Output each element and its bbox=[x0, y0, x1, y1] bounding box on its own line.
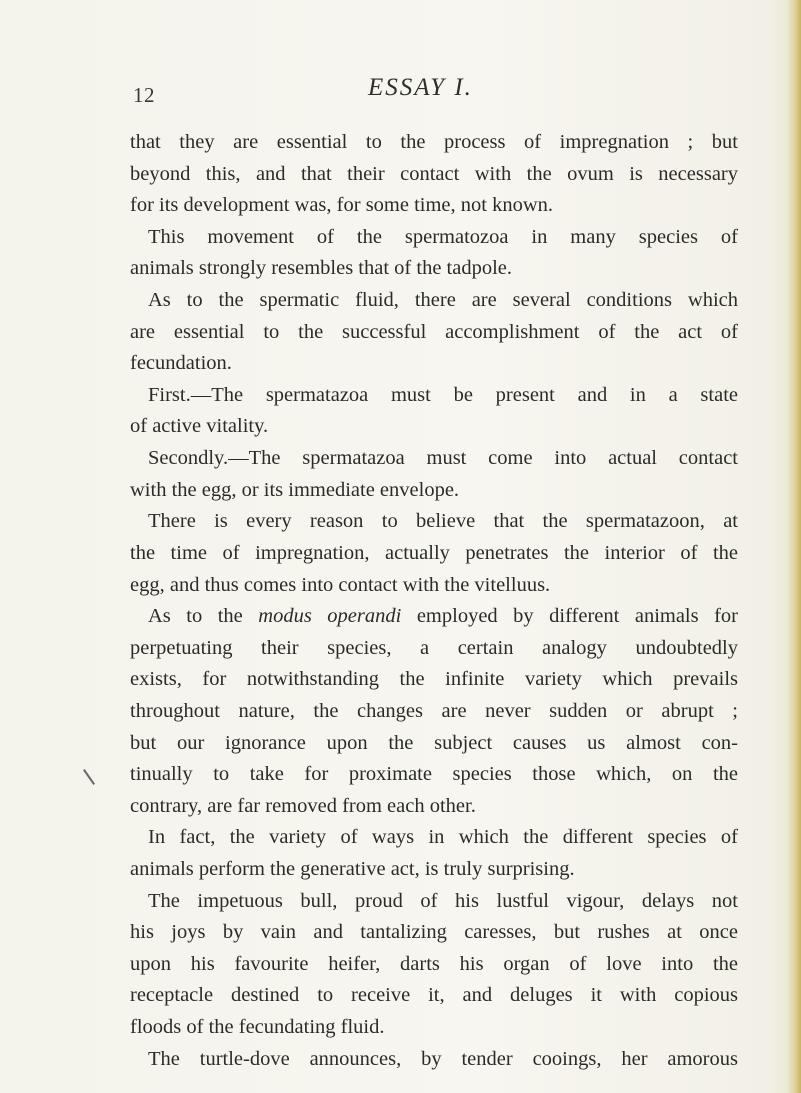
text-line: The turtle-dove announces, by tender cooings, her amorous bbox=[148, 1047, 738, 1070]
body-text bbox=[130, 127, 738, 1075]
text-line: of active vitality. bbox=[130, 415, 269, 438]
text-segment: employed by different animals for bbox=[401, 605, 739, 628]
text-line: his joys by vain and tantalizing caresses, but rushes at once bbox=[130, 921, 738, 944]
text-line: In fact, the variety of ways in which the different species of bbox=[148, 826, 738, 849]
text-line: There is every reason to believe that the spermatazoon, at bbox=[148, 510, 738, 533]
text-line: receptacle destined to receive it, and deluges it with copious bbox=[130, 984, 738, 1007]
text-line: are essential to the successful accomplishment of the act of bbox=[130, 320, 738, 343]
running-head: ESSAY I. bbox=[368, 74, 473, 101]
text-line: with the egg, or its immediate envelope. bbox=[130, 478, 460, 501]
text-line: As to the spermatic fluid, there are several conditions which bbox=[148, 289, 738, 312]
text-line: the time of impregnation, actually penetrates the interior of the bbox=[130, 541, 738, 564]
text-line: but our ignorance upon the subject causes us almost con- bbox=[130, 731, 738, 754]
text-line: perpetuating their species, a certain analogy undoubtedly bbox=[130, 636, 738, 659]
text-line: contrary, are far removed from each other. bbox=[130, 794, 476, 817]
text-segment: As to the bbox=[148, 605, 259, 628]
text-line: Secondly.—The spermatazoa must come into actual contact bbox=[148, 447, 738, 470]
text-line: animals strongly resembles that of the tadpole. bbox=[130, 257, 513, 280]
text-line: The impetuous bull, proud of his lustful vigour, delays not bbox=[148, 889, 738, 912]
page-edge-stain bbox=[787, 0, 801, 1093]
text-line: egg, and thus comes into contact with the vitelluus. bbox=[130, 573, 551, 596]
text-line bbox=[130, 601, 738, 633]
text-line: animals perform the generative act, is truly surprising. bbox=[130, 858, 575, 881]
text-line: for its development was, for some time, not known. bbox=[130, 194, 554, 217]
stray-pen-mark bbox=[83, 769, 95, 785]
text-line: beyond this, and that their contact with the ovum is necessary bbox=[130, 162, 738, 185]
text-line: This movement of the spermatozoa in many species of bbox=[148, 225, 738, 248]
page-number: 12 bbox=[133, 83, 155, 107]
text-line: exists, for notwithstanding the infinite variety which prevails bbox=[130, 668, 738, 691]
text-line: upon his favourite heifer, darts his organ of love into the bbox=[130, 952, 738, 975]
text-line: that they are essential to the process of impregnation ; but bbox=[130, 131, 738, 153]
text-line: throughout nature, the changes are never sudden or abrupt ; bbox=[130, 699, 738, 722]
text-line: floods of the fecundating fluid. bbox=[130, 1016, 385, 1039]
text-line: fecundation. bbox=[130, 352, 232, 375]
text-line: tinually to take for proximate species those which, on the bbox=[130, 763, 738, 786]
latin-phrase: modus operandi bbox=[258, 605, 402, 628]
text-line: First.—The spermatazoa must be present and in a state bbox=[148, 383, 738, 406]
